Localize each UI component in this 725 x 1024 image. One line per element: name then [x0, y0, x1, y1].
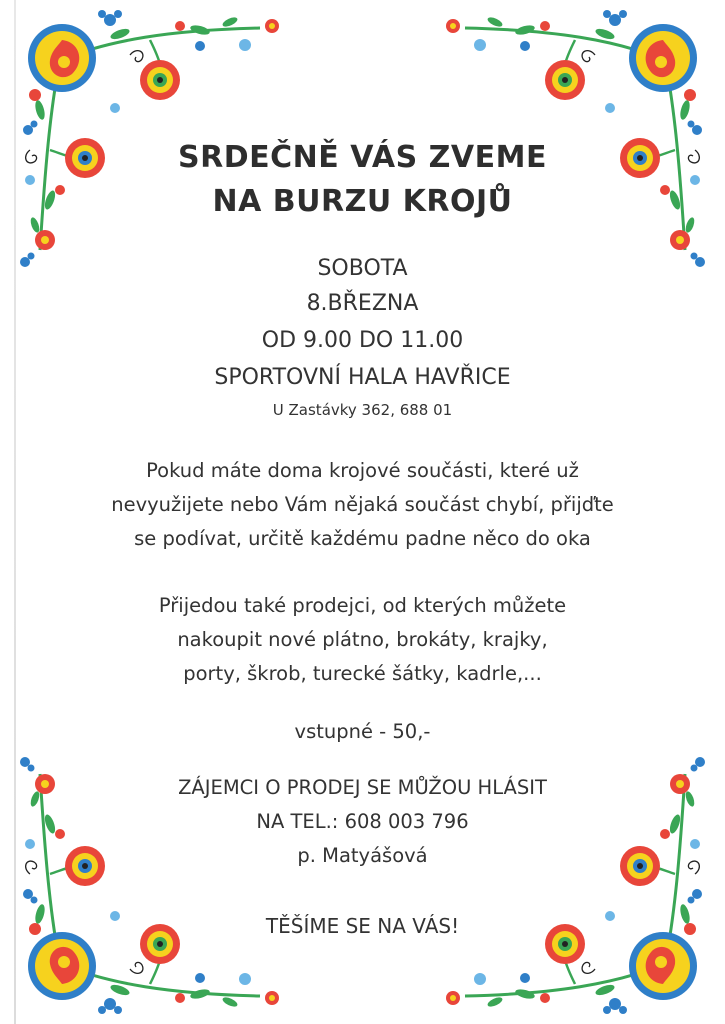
event-address: U Zastávky 362, 688 01: [272, 401, 453, 419]
paragraph1-line-3: se podívat, určitě každému padne něco do oka: [134, 527, 591, 550]
event-venue: SPORTOVNÍ HALA HAVŘICE: [214, 365, 511, 390]
entry-fee: vstupné - 50,-: [294, 720, 431, 743]
title-line-1: SRDEČNĚ VÁS ZVEME: [178, 140, 547, 175]
contact-phone: NA TEL.: 608 003 796: [256, 810, 469, 833]
paragraph1-line-1: Pokud máte doma krojové součásti, které už: [146, 459, 579, 482]
contact-name: p. Matyášová: [297, 844, 428, 867]
invitation-title: [60, 136, 665, 224]
event-date: 8.BŘEZNA: [306, 291, 419, 316]
event-day: SOBOTA: [317, 256, 408, 281]
title-line-2: NA BURZU KROJŮ: [212, 184, 513, 219]
paragraph2-line-3: porty, škrob, turecké šátky, kadrle,...: [183, 662, 542, 685]
paragraph1-line-2: nevyužijete nebo Vám nějaká součást chybí, přijďte: [111, 493, 614, 516]
closing-text: TĚŠÍME SE NA VÁS!: [265, 914, 460, 938]
paragraph2-line-1: Přijedou také prodejci, od kterých můžete: [158, 594, 567, 617]
event-time: OD 9.00 DO 11.00: [261, 328, 464, 353]
folk-flower-ornament-bottom-left: [0, 724, 300, 1024]
contact-line-1: ZÁJEMCI O PRODEJ SE MŮŽOU HLÁSIT: [178, 776, 547, 799]
paragraph2-line-2: nakoupit nové plátno, brokáty, krajky,: [177, 628, 548, 651]
folk-flower-ornament-bottom-right: [425, 724, 725, 1024]
